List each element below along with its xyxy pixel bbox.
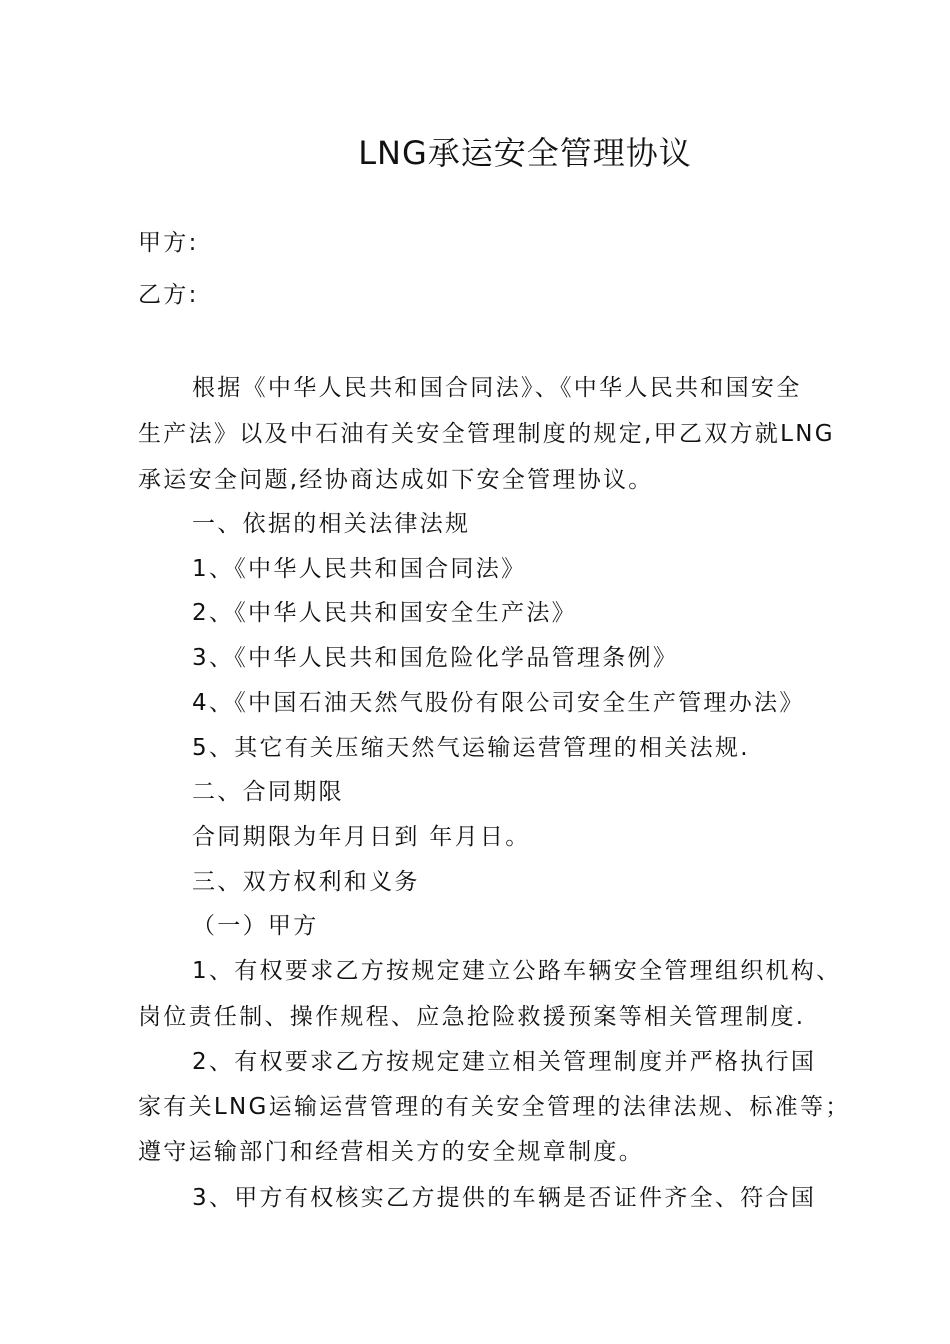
subsection-heading: （一）甲方 [192,913,319,939]
paragraph-line: 2、有权要求乙方按规定建立相关管理制度并严格执行国 [192,1049,817,1075]
document-title: LNG承运安全管理协议 [358,134,692,172]
list-item: 5、其它有关压缩天然气运输运营管理的相关法规. [192,735,750,761]
paragraph-line: 生产法》以及中石油有关安全管理制度的规定,甲乙双方就LNG [138,421,835,447]
paragraph-line: 岗位责任制、操作规程、应急抢险救援预案等相关管理制度. [138,1004,806,1030]
section-heading: 二、合同期限 [192,779,344,805]
list-item: 1、《中华人民共和国合同法》 [192,556,527,582]
party-a-label: 甲方: [138,230,199,256]
paragraph-line: 3、甲方有权核实乙方提供的车辆是否证件齐全、符合国 [192,1185,817,1211]
paragraph-line: 1、有权要求乙方按规定建立公路车辆安全管理组织机构、 [192,958,842,984]
section-heading: 三、双方权利和义务 [192,869,420,895]
list-item: 4、《中国石油天然气股份有限公司安全生产管理办法》 [192,690,805,716]
paragraph-line: 遵守运输部门和经营相关方的安全规章制度。 [138,1139,644,1165]
paragraph-line: 合同期限为年月日到 年月日。 [192,824,531,850]
list-item: 3、《中华人民共和国危险化学品管理条例》 [192,645,679,671]
paragraph-line: 家有关LNG运输运营管理的有关安全管理的法律法规、标准等； [138,1094,851,1120]
paragraph-line: 根据《中华人民共和国合同法》、《中华人民共和国安全 [192,375,802,401]
section-heading: 一、依据的相关法律法规 [192,511,471,537]
paragraph-line: 承运安全问题,经协商达成如下安全管理协议。 [138,467,654,493]
party-b-label: 乙方: [138,282,199,308]
list-item: 2、《中华人民共和国安全生产法》 [192,600,577,626]
